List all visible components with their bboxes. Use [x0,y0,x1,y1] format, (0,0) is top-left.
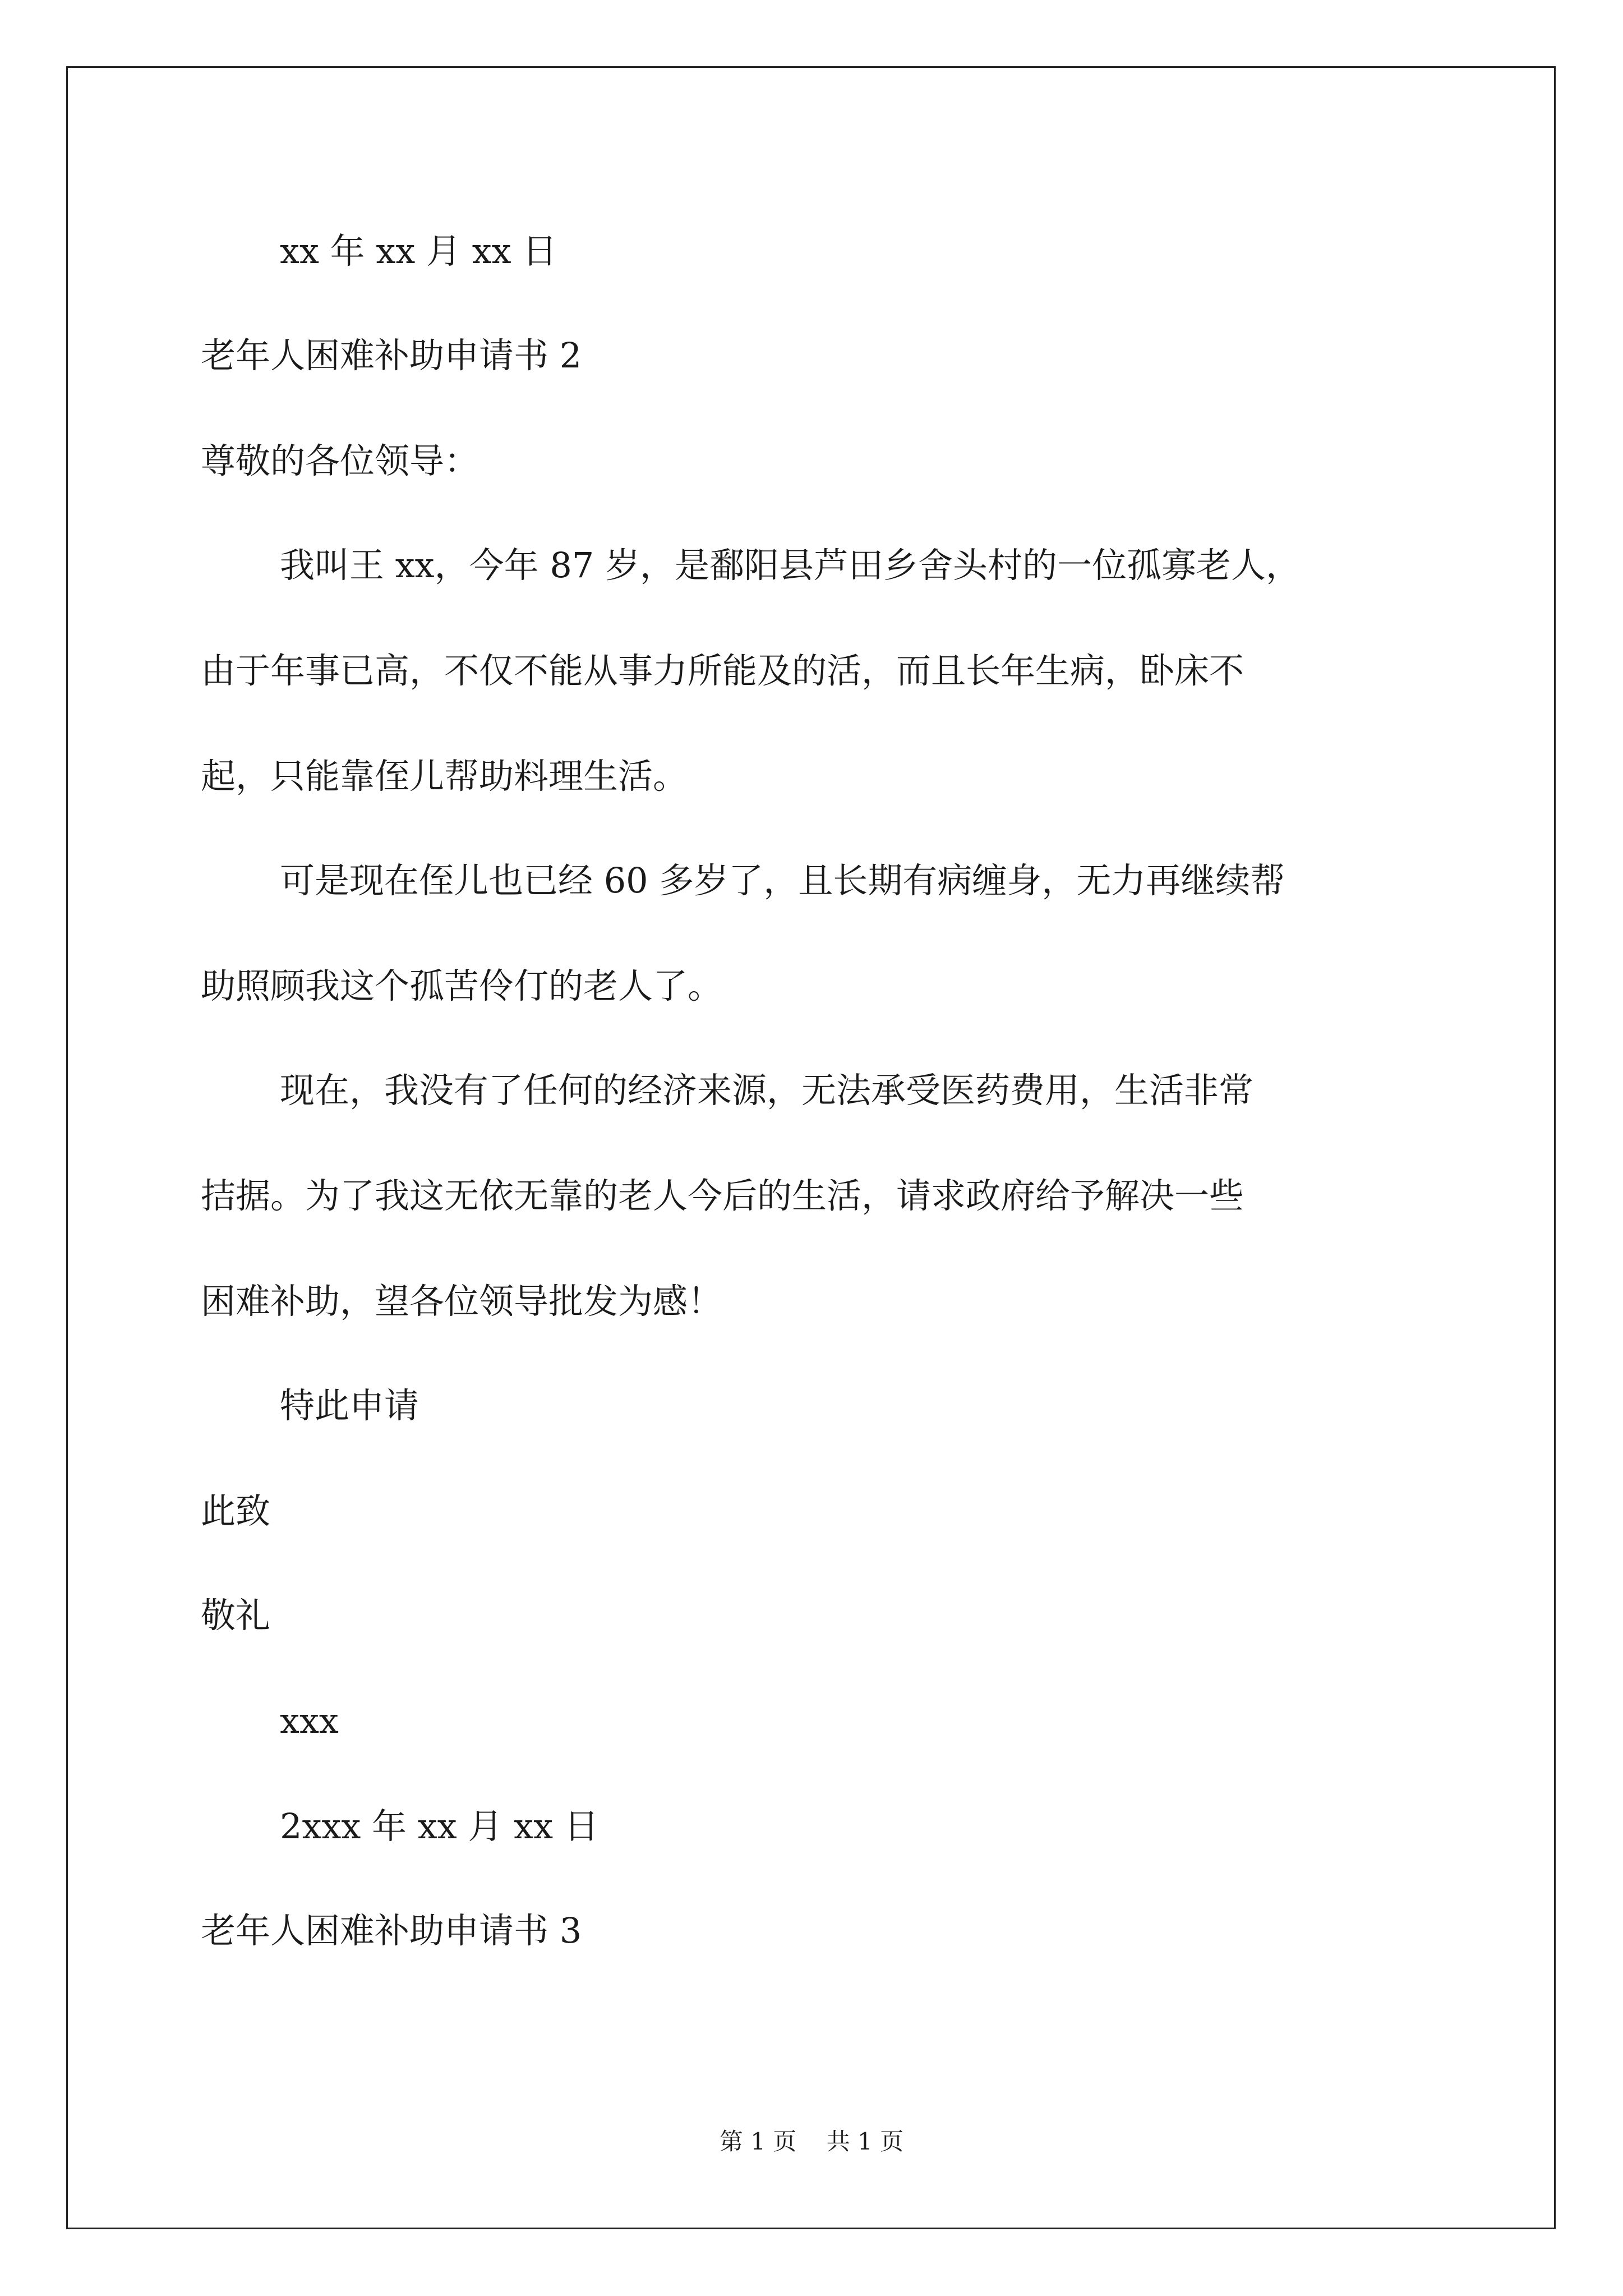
paragraph-line: 由于年事已高，不仅不能从事力所能及的活，而且长年生病，卧床不 [201,650,1244,691]
paragraph-line: 拮据。为了我这无依无靠的老人今后的生活，请求政府给予解决一些 [201,1175,1244,1216]
page-footer: 第 1 页 共 1 页 [719,2128,904,2155]
section-title-2: 老年人困难补助申请书 2 [201,335,582,376]
paragraph-line: 起，只能靠侄儿帮助料理生活。 [201,756,688,797]
paragraph-line: 助照顾我这个孤苦伶仃的老人了。 [201,965,723,1006]
signature-name: xxx [280,1700,339,1741]
closing-jingli: 敬礼 [201,1595,271,1636]
salutation: 尊敬的各位领导： [201,440,479,481]
paragraph-line: 困难补助，望各位领导批发为感！ [201,1281,723,1322]
closing-request: 特此申请 [280,1385,419,1426]
signature-date: 2xxx 年 xx 月 xx 日 [280,1806,599,1847]
paragraph-line: 现在，我没有了任何的经济来源，无法承受医药费用，生活非常 [280,1070,1254,1111]
paragraph-line: 我叫王 xx，今年 87 岁，是鄱阳县芦田乡舍头村的一位孤寡老人， [280,545,1301,586]
section-title-3: 老年人困难补助申请书 3 [201,1910,582,1951]
paragraph-line: 可是现在侄儿也已经 60 多岁了，且长期有病缠身，无力再继续帮 [280,860,1285,901]
date-line: xx 年 xx 月 xx 日 [280,231,557,272]
closing-cizhi: 此致 [201,1490,271,1531]
page-border [66,66,1556,2229]
